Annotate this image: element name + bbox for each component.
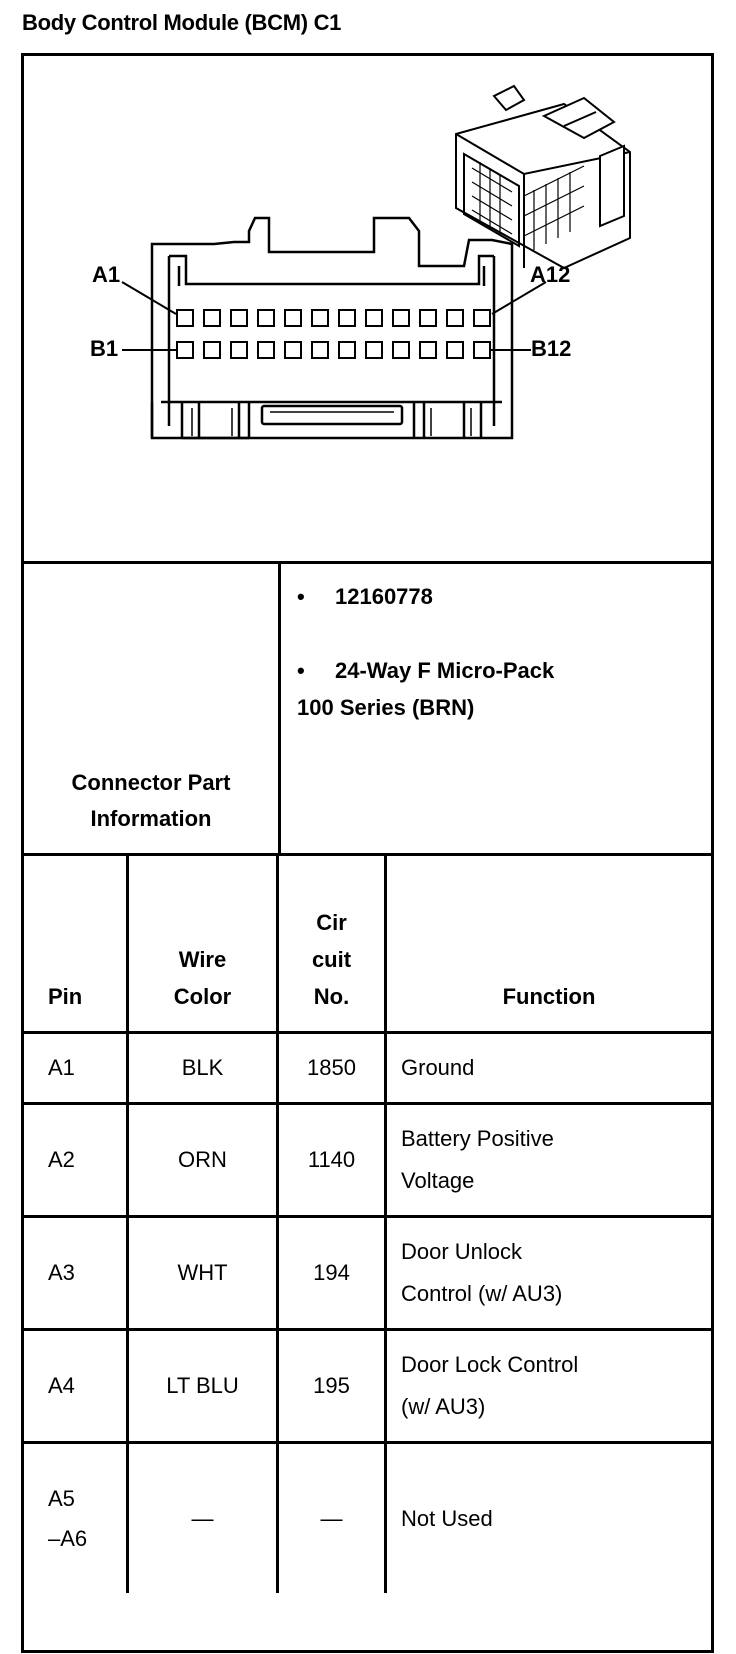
pin-cell: A2 <box>48 1147 75 1172</box>
connector-info-label: Connector Part Information <box>71 770 231 831</box>
pin-a9 <box>393 310 409 326</box>
function-cell: Not Used <box>401 1505 493 1531</box>
pin-cell: A5 –A6 <box>48 1485 88 1551</box>
pin-b12 <box>474 342 490 358</box>
function-cell: Battery Positive Voltage <box>401 1126 554 1193</box>
pin-a7 <box>339 310 355 326</box>
pin-b5 <box>285 342 301 358</box>
table-row <box>24 1331 711 1444</box>
pin-a3 <box>231 310 247 326</box>
pin-grid <box>177 310 490 358</box>
header-wire-color: Wire Color <box>129 856 279 1031</box>
pin-a12 <box>474 310 490 326</box>
pin-a5 <box>285 310 301 326</box>
connector-info-details <box>281 564 711 853</box>
pin-a8 <box>366 310 382 326</box>
part-number-bullet: • 12160778 <box>297 584 433 609</box>
pin-b2 <box>204 342 220 358</box>
pinout-table <box>24 856 711 1593</box>
pin-b6 <box>312 342 328 358</box>
function-cell: Ground <box>401 1055 475 1080</box>
table-header-row <box>24 856 711 1034</box>
table-row <box>24 1444 711 1593</box>
pin-cell: A4 <box>48 1373 75 1398</box>
pin-label-a12: A12 <box>530 262 571 287</box>
pin-b8 <box>366 342 382 358</box>
wire-color-cell: BLK <box>181 1055 224 1080</box>
pin-cell: A1 <box>48 1055 75 1080</box>
pin-label-a1: A1 <box>92 262 121 287</box>
wire-color-cell: — <box>191 1505 214 1531</box>
pin-a1 <box>177 310 193 326</box>
pin-label-b1: B1 <box>90 336 119 361</box>
function-cell: Door Lock Control (w/ AU3) <box>401 1352 579 1419</box>
connector-diagram <box>24 56 711 564</box>
circuit-cell: 1850 <box>307 1055 356 1080</box>
connector-info-label-cell <box>24 564 281 853</box>
pin-b10 <box>420 342 436 358</box>
pin-b7 <box>339 342 355 358</box>
function-cell: Door Unlock Control (w/ AU3) <box>401 1239 563 1306</box>
pin-cell: A3 <box>48 1260 75 1285</box>
connector-table-frame <box>21 53 714 1653</box>
header-pin: Pin <box>24 856 129 1031</box>
pin-a2 <box>204 310 220 326</box>
circuit-cell: 195 <box>313 1373 350 1398</box>
pin-b9 <box>393 342 409 358</box>
pin-a6 <box>312 310 328 326</box>
pin-b11 <box>447 342 463 358</box>
connector-face-drawing <box>24 56 711 561</box>
pin-b4 <box>258 342 274 358</box>
pin-a10 <box>420 310 436 326</box>
header-function: Function <box>502 984 596 1009</box>
header-circuit-no: Cir cuit No. <box>279 856 387 1031</box>
circuit-cell: — <box>320 1505 343 1531</box>
table-row <box>24 1218 711 1331</box>
circuit-cell: 194 <box>313 1260 350 1285</box>
pin-label-b12: B12 <box>531 336 572 361</box>
pin-b3 <box>231 342 247 358</box>
connector-series-text: 100 Series (BRN) <box>297 695 475 720</box>
pin-a11 <box>447 310 463 326</box>
connector-outline <box>152 218 512 438</box>
table-row <box>24 1034 711 1105</box>
wire-color-cell: LT BLU <box>166 1373 239 1398</box>
wire-color-cell: WHT <box>177 1260 228 1285</box>
connector-type-bullet: • 24-Way F Micro-Pack <box>297 658 555 683</box>
pin-a4 <box>258 310 274 326</box>
circuit-cell: 1140 <box>307 1147 356 1172</box>
connector-info-row <box>24 564 711 856</box>
wire-color-cell: ORN <box>178 1147 227 1172</box>
table-row <box>24 1105 711 1218</box>
pin-b1 <box>177 342 193 358</box>
page-title: Body Control Module (BCM) C1 <box>22 10 342 35</box>
